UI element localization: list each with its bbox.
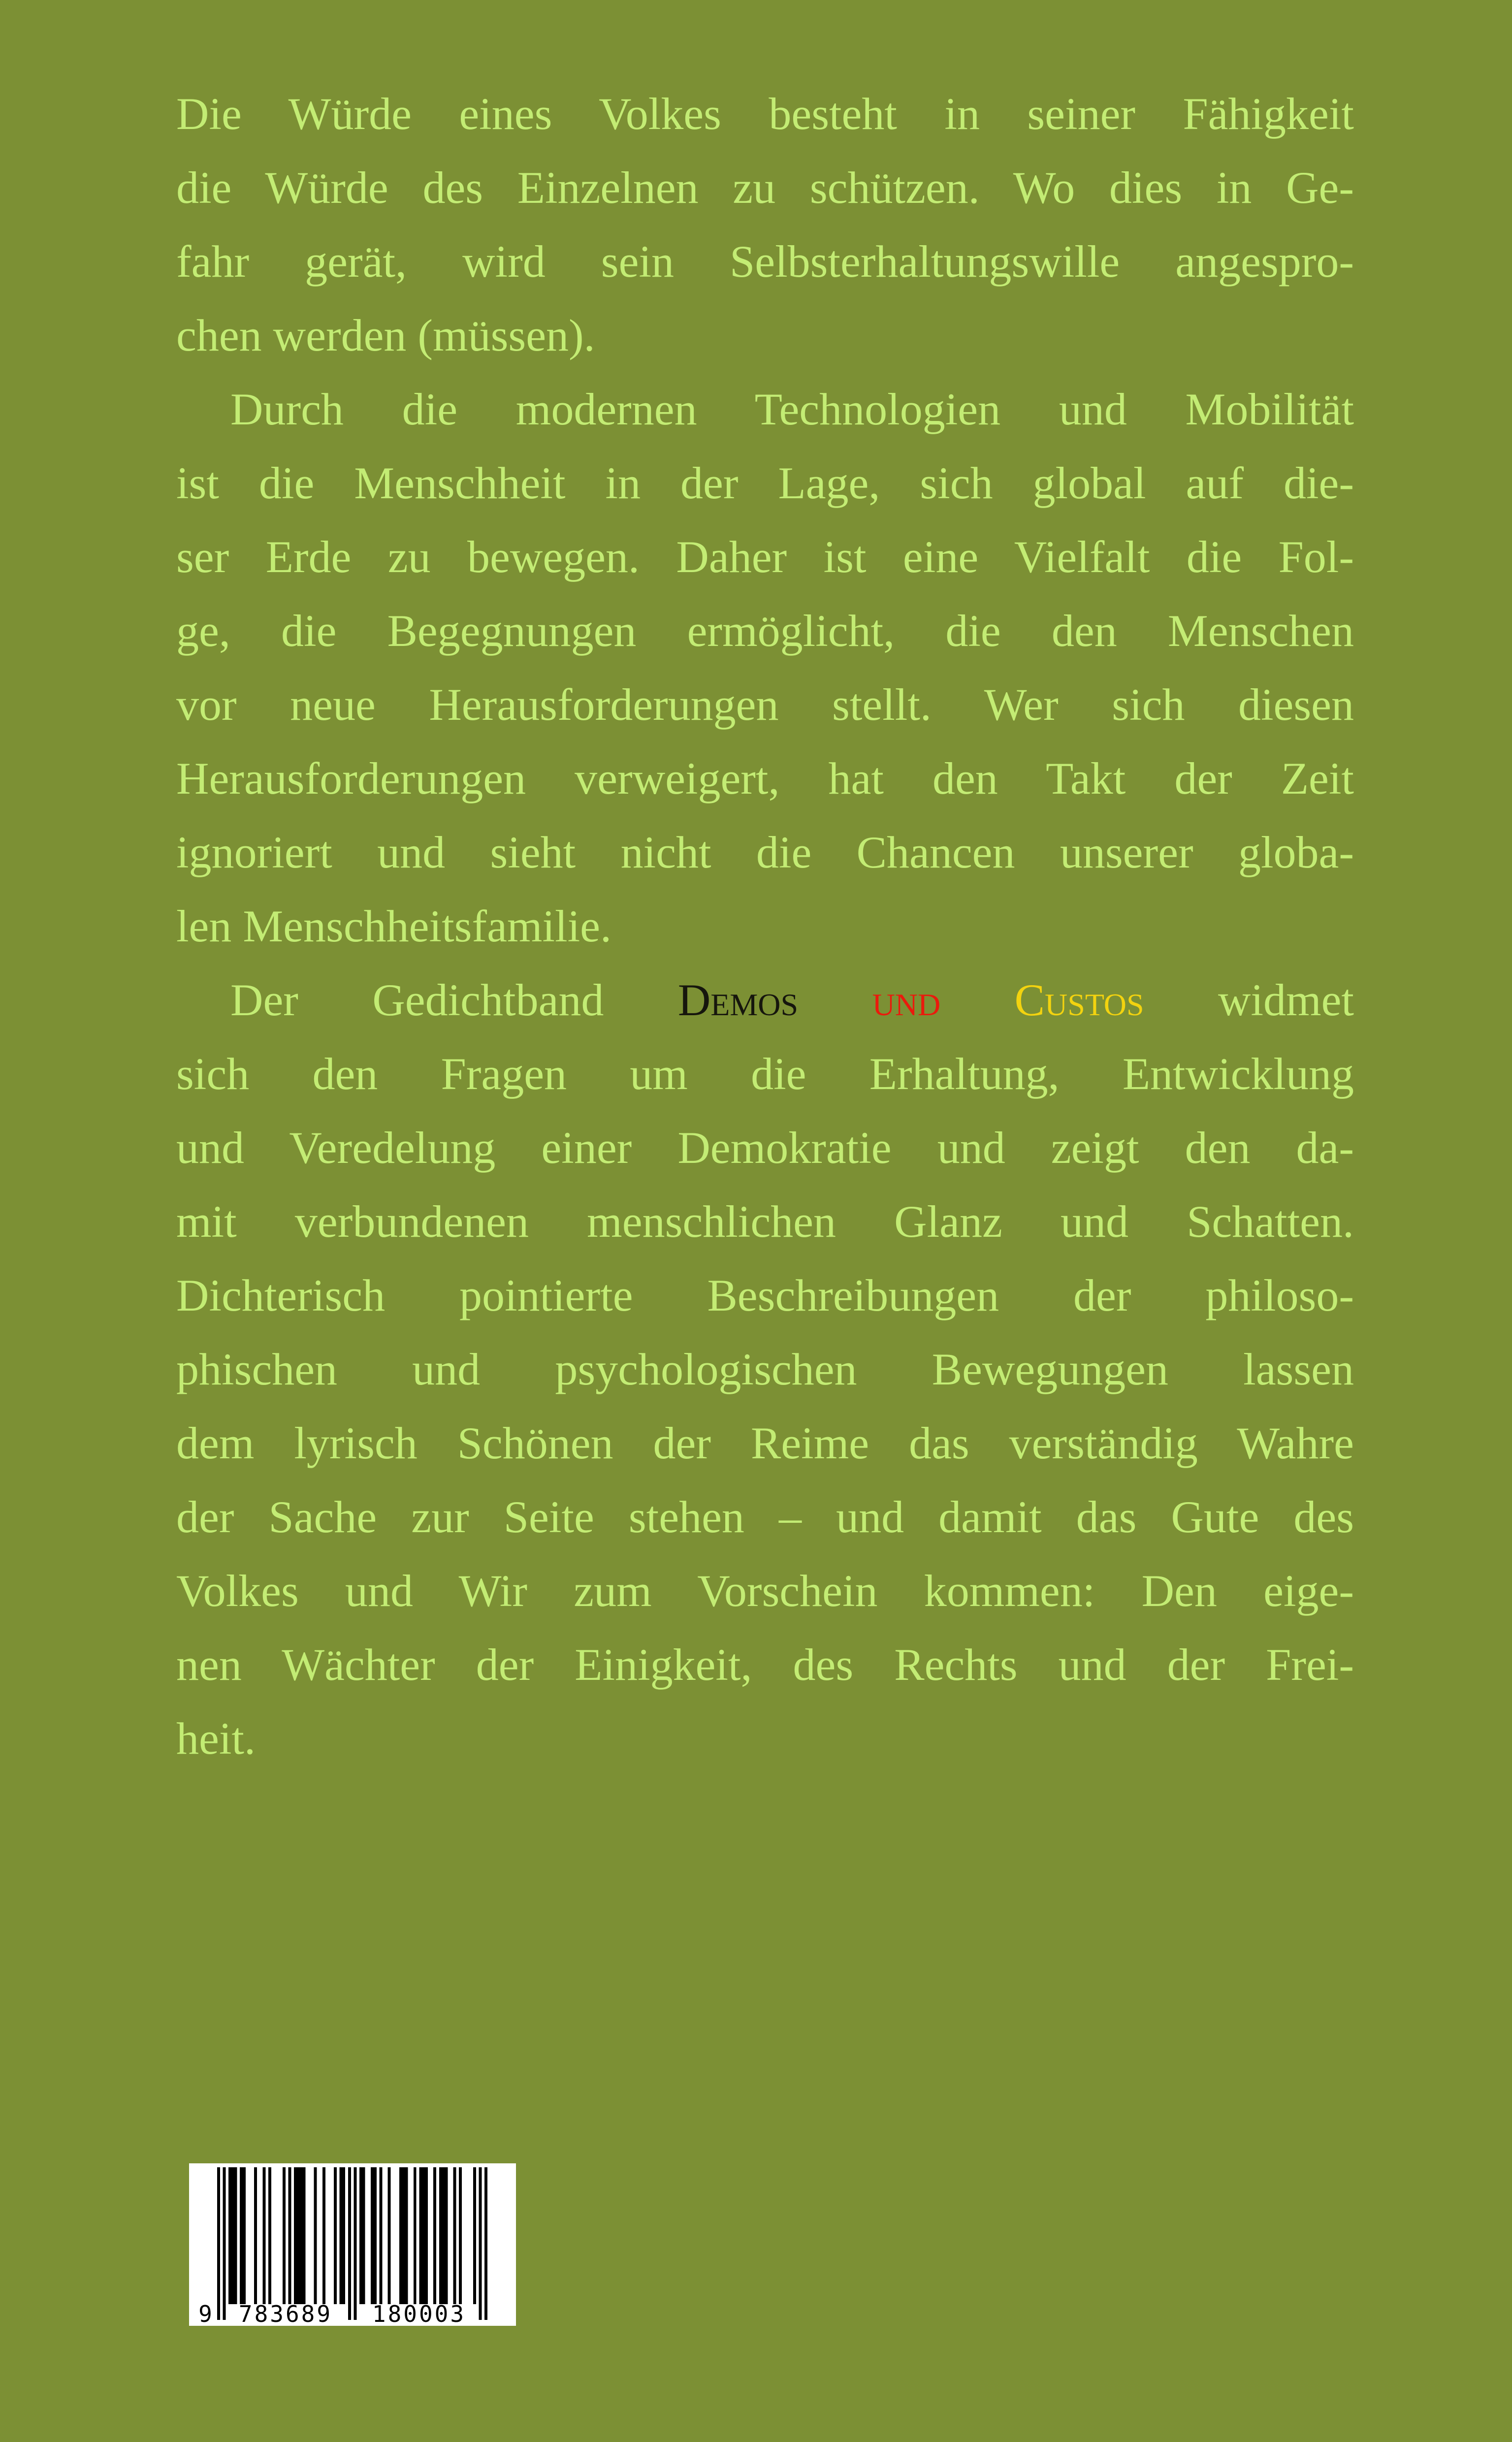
barcode-digits-group2: 180003 bbox=[372, 2301, 466, 2326]
barcode-svg bbox=[189, 2163, 516, 2326]
blurb-text bbox=[176, 77, 1354, 1775]
blurb-line: mit verbundenen menschlichen Glanz und Schatten. bbox=[176, 1196, 1354, 1247]
barcode-background bbox=[189, 2163, 516, 2326]
blurb-line-book-title bbox=[176, 963, 1354, 1037]
blurb-line: Durch die modernen Technologien und Mobilität bbox=[230, 384, 1354, 434]
blurb-line: und Veredelung einer Demokratie und zeigt den da- bbox=[176, 1123, 1354, 1173]
blurb-line: sich den Fragen um die Erhaltung, Entwicklung bbox=[176, 1049, 1354, 1099]
title-line-post: widmet bbox=[1144, 975, 1354, 1025]
book-title-word-demos: Demos bbox=[677, 975, 799, 1025]
blurb-line: der Sache zur Seite stehen – und damit das Gute des bbox=[176, 1492, 1354, 1542]
blurb-line: phischen und psychologischen Bewegungen lassen bbox=[176, 1344, 1354, 1394]
blurb-line: ist die Menschheit in der Lage, sich global auf die- bbox=[176, 458, 1354, 508]
title-line-sep bbox=[798, 975, 872, 1025]
blurb-line: heit. bbox=[176, 1713, 256, 1764]
blurb-line: Die Würde eines Volkes besteht in seiner Fähigkeit bbox=[176, 89, 1354, 139]
book-title-word-und: und bbox=[872, 975, 941, 1025]
blurb-line: nen Wächter der Einigkeit, des Rechts und der Frei- bbox=[176, 1639, 1354, 1690]
blurb-line: vor neue Herausforderungen stellt. Wer sich diesen bbox=[176, 679, 1354, 730]
blurb-line: ser Erde zu bewegen. Daher ist eine Vielfalt die Fol- bbox=[176, 532, 1354, 582]
blurb-line: Herausforderungen verweigert, hat den Takt der Zeit bbox=[176, 753, 1354, 803]
blurb-line: ge, die Begegnungen ermöglicht, die den Menschen bbox=[176, 606, 1354, 656]
isbn-barcode bbox=[189, 2163, 516, 2326]
blurb-line: die Würde des Einzelnen zu schützen. Wo dies in Ge- bbox=[176, 162, 1354, 213]
blurb-line: Volkes und Wir zum Vorschein kommen: Den eige- bbox=[176, 1566, 1354, 1616]
blurb-line: Dichterisch pointierte Beschreibungen der philoso- bbox=[176, 1270, 1354, 1320]
title-line-sep bbox=[940, 975, 1014, 1025]
blurb-line: ignoriert und sieht nicht die Chancen unserer globa- bbox=[176, 827, 1354, 877]
blurb-line: len Menschheitsfamilie. bbox=[176, 901, 611, 951]
blurb-line: chen werden (müssen). bbox=[176, 310, 595, 360]
barcode-digit-prefix: 9 bbox=[198, 2301, 212, 2326]
title-line-pre: Der Gedichtband bbox=[230, 975, 678, 1025]
barcode-digits-group1: 783689 bbox=[238, 2301, 333, 2326]
book-title-word-custos: Custos bbox=[1014, 975, 1144, 1025]
blurb-line: dem lyrisch Schönen der Reime das verständig Wahre bbox=[176, 1418, 1354, 1468]
blurb-line: fahr gerät, wird sein Selbsterhaltungswille angespro- bbox=[176, 236, 1354, 287]
